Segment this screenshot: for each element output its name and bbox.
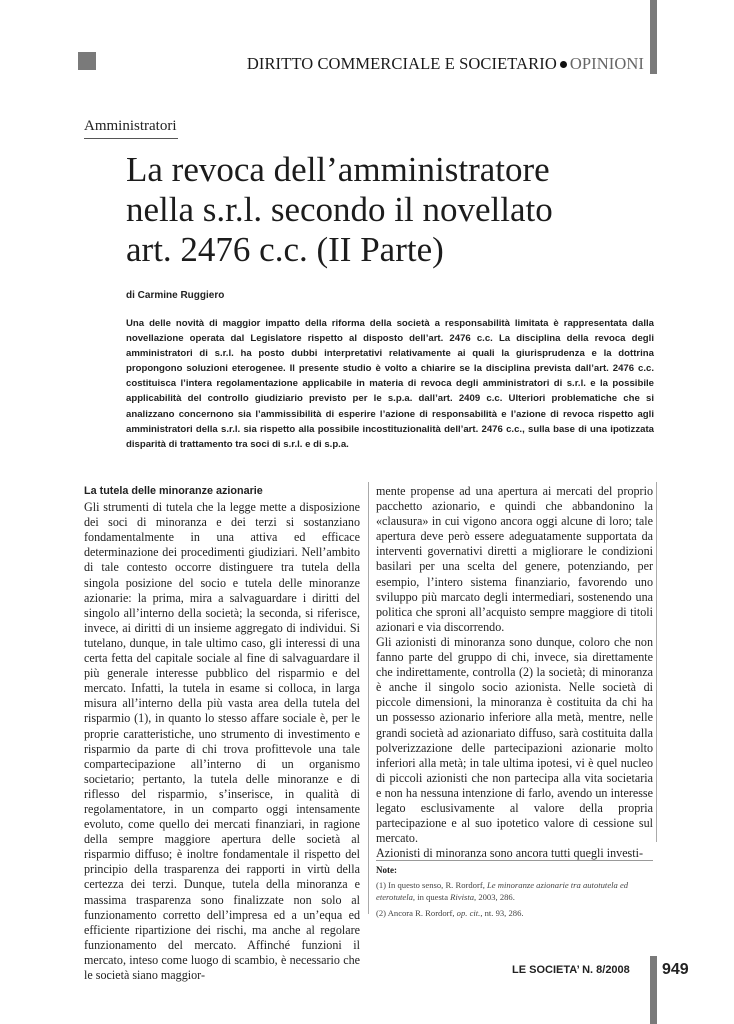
note-italic: Rivista (450, 892, 475, 902)
footer-accent-bar (650, 956, 657, 1024)
body-paragraph: Gli azionisti di minoranza sono dunque, coloro che non fanno parte del gruppo di chi, invece, sia direttamente che indirettamente, controlla (2) la società; di minoranza è anche il singolo socio azionista. Nelle società di piccole dimensioni, la minoranza è costituita da chi ha un possesso azionario inferiore alla metà, mentre, nelle grandi società ad azionariato diffuso, sarà costituita dalla polverizzazione delle partecipazioni azionarie molto inferiori alla metà; in tale ultima ipotesi, vi è quel nucleo di piccoli azionisti che non partecipa alla vita societaria e non ha nessuna intenzione di farlo, avendo un interesse legato esclusivamente al valore della propria partecipazione e al suo ipotetico valore di cessione sul mercato. (376, 634, 653, 846)
body-paragraph: Gli strumenti di tutela che la legge mette a disposizione dei soci di minoranza e dei terzi si sostanziano fondamentalmente in una attiva ed efficace determinazione dei procedimenti giudiziari. Nell’ambito di tale contesto occorre distinguere tra tutela della singola posizione del socio e tutela delle minoranze azionarie: la prima, mira a salvaguardare i diritti del singolo all’interno della società; la seconda, si riferisce, invece, ai diritti di un insieme aggregato di individui. Si tutelano, dunque, in tale ultimo caso, gli interessi di una certa fetta del capitale sociale al fine di salvaguardare il più generale interesse pubblico del risparmio e del mercato. Infatti, la tutela in esame si colloca, in larga misura all’interno della più vasta area della tutela del risparmio (1), in quanto lo stesso affare sociale è, per le proprie caratteristiche, uno strumento di investimento e risparmio da parte di chi trova profittevole una tale compartecipazione all’interno di un organismo societario; pertanto, la tutela delle minoranze e di riflesso del risparmio, s’inserisce, in qualità di regolamentatore, in un comparto oggi intensamente evoluto, come quello dei mercati finanziari, in ragione della sempre maggiore apertura delle società al risparmio diffuso; è inoltre fondamentale il rispetto del principio della trasparenza dei rapporti in virtù della certezza dei terzi. Dunque, tutela della minoranza e massima trasparenza sono finalizzate non solo al funzionamento corretto dell’impresa ed a un’equa ed efficiente ripartizione dei rischi, ma anche al regolare funzionamento del mercato. Affinché funzioni il mercato, inteso come luogo di scambio, è necessario che le società siano maggior- (84, 500, 360, 982)
notes-title: Note: (376, 865, 397, 875)
footnotes (376, 860, 653, 923)
body-paragraph: mente propense ad una apertura ai mercati del proprio pacchetto azionario, e quindi che abbandonino la «clausura» in cui vigono ancora oggi alcune di loro; tale apertura deve però essere adeguatamente supportata da interventi governativi diretti a migliorare le condizioni basilari per una scelta del genere, potenziando, per esempio, l’intero sistema finanziario, favorendo uno sviluppo più marcato degli intermediari, sostenendo una politica che sproni all’acquisto sempre maggiore di titoli azionari e via discorrendo. (376, 484, 653, 634)
running-header (196, 54, 644, 74)
category-label: Amministratori (84, 118, 178, 139)
body-paragraph: Azionisti di minoranza sono ancora tutti quegli investi- (376, 846, 644, 861)
article-title (126, 150, 666, 270)
footnote-1 (376, 879, 653, 903)
bullet-dot-icon (560, 61, 567, 68)
section-heading: La tutela delle minoranze azionarie (84, 485, 263, 497)
title-line-3: art. 2476 c.c. (II Parte) (126, 230, 444, 269)
author-byline: di Carmine Ruggiero (126, 290, 225, 301)
note-italic: op. cit. (456, 908, 481, 918)
note-text: , nt. 93, 286. (480, 908, 524, 918)
title-line-1: La revoca dell’amministratore (126, 150, 550, 189)
title-line-2: nella s.r.l. secondo il novellato (126, 190, 553, 229)
header-subsection: OPINIONI (569, 54, 644, 73)
footnote-2 (376, 907, 653, 919)
top-accent-bar (650, 0, 657, 74)
note-text: (1) In questo senso, R. Rordorf, (376, 880, 487, 890)
note-italic: Le minoranze azionarie tra autotutela ed eterotutela (376, 880, 629, 902)
header-section: DIRITTO COMMERCIALE E SOCIETARIO (246, 54, 557, 73)
journal-issue: LE SOCIETA’ N. 8/2008 (512, 964, 630, 976)
column-divider (368, 482, 369, 914)
note-text: , in questa (412, 892, 451, 902)
note-text: , 2003, 286. (474, 892, 515, 902)
right-column-rule (656, 482, 657, 842)
right-column (376, 484, 653, 861)
left-column (84, 484, 360, 983)
abstract: Una delle novità di maggior impatto della riforma della società a responsabilità limitata è rappresentata dalla novellazione operata dal Legislatore rispetto al disposto dell’art. 2476 c.c. La disciplina della revoca degli amministratori di s.r.l. ha posto dubbi interpretativi relativamente ai quali la giurisprudenza e la dottrina propongono soluzioni eterogenee. Il presente studio è volto a chiarire se la disciplina prevista dall’art. 2476 c.c. costituisca l’intera regolamentazione applicabile in materia di revoca degli amministratori di s.r.l. e la possibile applicabilità del controllo giudiziario previsto per le s.p.a. dall’art. 2409 c.c. Ulteriori problematiche che si analizzano concernono sia l’ammissibilità di esperire l’azione di responsabilità e l’azione di revoca rispetto agli amministratori della s.r.l. sia rispetto alla possibile incostituzionalità dell’art. 2476 c.c., sulla base di una ipotizzata disparità di trattamento tra soci di s.r.l. e di s.p.a. (126, 318, 654, 450)
page-number: 949 (662, 961, 689, 978)
note-text: (2) Ancora R. Rordorf, (376, 908, 457, 918)
corner-marker (78, 52, 96, 70)
